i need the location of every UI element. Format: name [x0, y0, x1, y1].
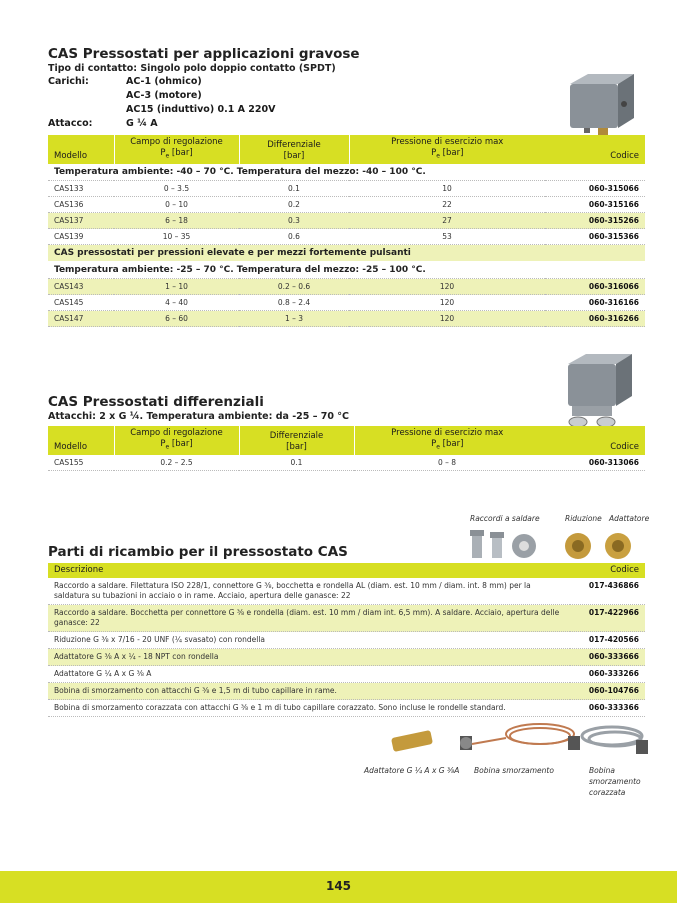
page-number: 145 [325, 879, 352, 893]
table-row: Riduzione G ³⁄₈ x 7/16 - 20 UNF (¼ svasato) con rondella 017-420566 [48, 632, 645, 649]
table-row: Raccordo a saldare. Filettatura ISO 228/1, connettore G ³⁄₈, bocchetta e rondella AL (diam. est. 10 mm / diam. int. 8 mm) per la saldatura su tubazioni in acciaio o in rame. Acciaio, apertura delle ganasce: 22 017-436866 [48, 578, 645, 605]
caption-armored-coil-2: smorzamento [589, 777, 641, 786]
table-row: Bobina di smorzamento con attacchi G ³⁄₈ e 1,5 m di tubo capillare in rame. 060-104766 [48, 683, 645, 700]
table-row: CAS155 0.2 – 2.5 0.1 0 – 8 060-313066 [48, 455, 645, 471]
caption-adapter-bottom: Adattatore G ¼ A x G ³⁄₈A [364, 766, 460, 775]
section1-title: CAS Pressostati per applicazioni gravose [48, 46, 360, 62]
col-pressure: Pressione di esercizio max $P_e$ [bar] [349, 135, 545, 164]
load-ac1: AC-1 (ohmico) [126, 76, 202, 87]
col-diff: Differenziale [bar] [239, 135, 349, 164]
table-row: CAS145 4 – 40 0.8 – 2.4 120 060-316166 [48, 295, 645, 311]
group1-title: Temperatura ambiente: -40 – 70 °C. Temperatura del mezzo: -40 – 100 °C. [48, 164, 645, 181]
section3-title: Parti di ricambio per il pressostato CAS [48, 544, 348, 560]
table-row: CAS137 6 – 18 0.3 27 060-315266 [48, 213, 645, 229]
caption-armored-coil-3: corazzata [589, 788, 626, 797]
contact-type: Tipo di contatto: Singolo polo doppio contatto (SPDT) [48, 63, 336, 74]
table-row: Bobina di smorzamento corazzata con attacchi G ³⁄₈ e 1 m di tubo capillare corazzato. Sono incluse le rondelle standard. 060-333366 [48, 700, 645, 717]
table-row: CAS136 0 – 10 0.2 22 060-315166 [48, 197, 645, 213]
col-range: Campo di regolazione $P_e$ [bar] [114, 135, 239, 164]
heavy-duty-table [48, 135, 645, 327]
col-model: Modello [48, 135, 114, 164]
table-row: Adattatore G ³⁄₈ A x ¼ - 18 NPT con rondella 060-333666 [48, 649, 645, 666]
differential-switch-image [558, 350, 642, 430]
caption-weld-fittings: Raccordi a saldare [470, 514, 540, 523]
table-row: Adattatore G ¼ A x G ³⁄₈ A 060-333266 [48, 666, 645, 683]
load-ac3: AC-3 (motore) [126, 90, 202, 101]
caption-armored-coil-1: Bobina [589, 766, 615, 775]
load-ac15: AC15 (induttivo) 0.1 A 220V [126, 104, 276, 115]
table-row: CAS147 6 – 60 1 – 3 120 060-316266 [48, 311, 645, 327]
damping-coils-image [390, 720, 652, 768]
table-row: CAS143 1 – 10 0.2 – 0.6 120 060-316066 [48, 279, 645, 295]
section2-title: CAS Pressostati differenziali [48, 394, 264, 410]
spare-parts-table: Descrizione Codice Raccordo a saldare. Filettatura ISO 228/1, connettore G ³⁄₈, bocchetta e rondella AL (diam. est. 10 mm / diam. int. 8 mm) per la saldatura su tubazioni in acciaio o in rame. Acciaio, apertura delle ganasce: 22 017-436866 Raccordo a saldare. Bocchetta per connettore G ³⁄₈ e rondella (diam. est. 10 mm / diam int. 6,5 mm). A saldare. Acciaio, apertura delle ganasce: 22 017-422966 Riduzione G ³⁄₈ x 7/16 - 20 UNF (¼ svasato) con rondella 017-420566 Adattatore G ³⁄₈ A x ¼ - 18 NPT con rondella 060-333666 Adattatore G ¼ A x G ³⁄₈ A 060-333266 Bobina di smorzamento con attacchi G ³⁄₈ e 1,5 m di tubo capillare in rame. 060-104766 Bobina di smorzamento corazzata con attacchi G ³⁄₈ e 1 m di tubo capillare corazzato. Sono incluse le rondelle standard. 060-333366 [48, 563, 645, 717]
table-row: CAS139 10 – 35 0.6 53 060-315366 [48, 229, 645, 245]
pressure-switch-image [558, 72, 642, 138]
section2-subtitle: Attacchi: 2 x G ¼. Temperatura ambiente: da -25 – 70 °C [48, 411, 350, 422]
caption-damping-coil: Bobina smorzamento [474, 766, 554, 775]
connection-value: G ¼ A [126, 118, 158, 129]
table-row: Raccordo a saldare. Bocchetta per connettore G ³⁄₈ e rondella (diam. est. 10 mm / diam int. 6,5 mm). A saldare. Acciaio, apertura delle ganasce: 22 017-422966 [48, 605, 645, 632]
table-row: CAS133 0 – 3.5 0.1 10 060-315066 [48, 181, 645, 197]
differential-table: Modello Campo di regolazione $P_e$ [bar] Differenziale [bar] Pressione di esercizio max $P_e$ [bar] Codice CAS155 0.2 – 2.5 0.1 0 – 8 060-313066 [48, 426, 645, 471]
group2-title: Temperatura ambiente: -25 – 70 °C. Temperatura del mezzo: -25 – 100 °C. [48, 262, 645, 279]
connection-label: Attacco: [48, 118, 93, 129]
loads-label: Carichi: [48, 76, 89, 87]
col-code: Codice [545, 135, 645, 164]
group2-heading: CAS pressostati per pressioni elevate e per mezzi fortemente pulsanti [48, 245, 645, 262]
caption-reduction: Riduzione [565, 514, 602, 523]
fittings-image [468, 526, 650, 566]
caption-adapter: Adattatore [609, 514, 650, 523]
